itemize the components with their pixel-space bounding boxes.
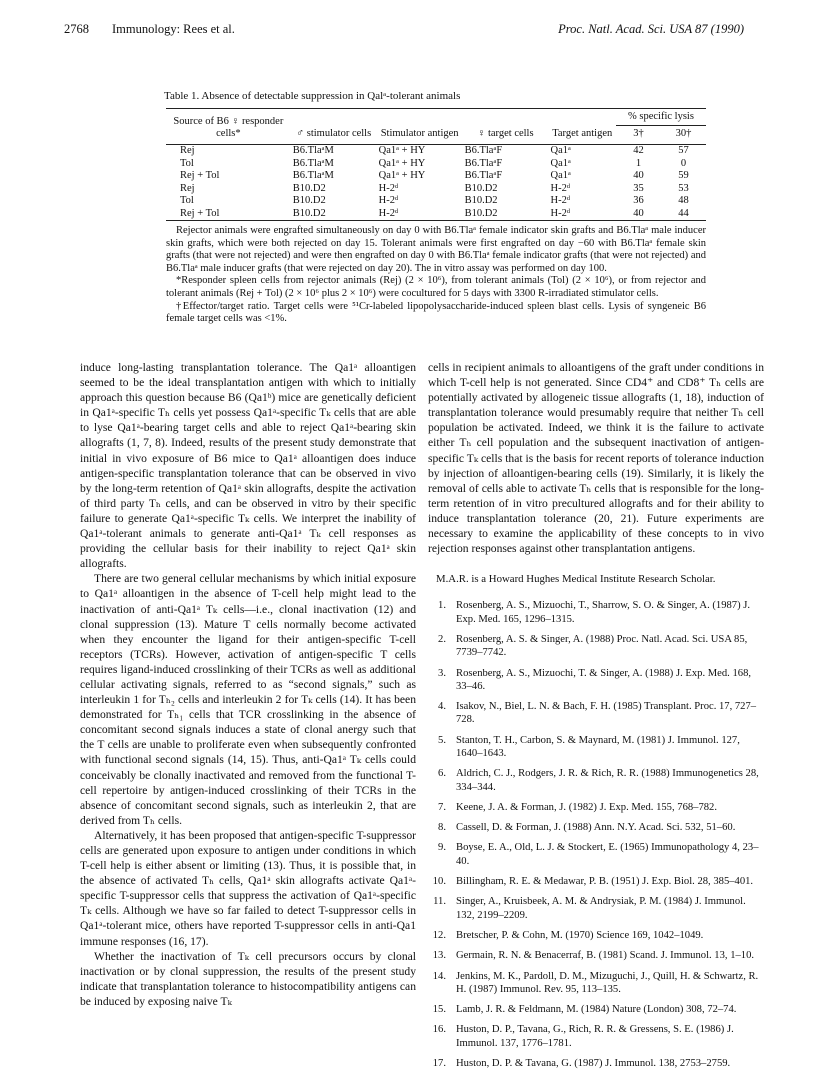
table-row bbox=[166, 183, 706, 196]
table-cell: Qa1ᵃ + HY bbox=[378, 145, 426, 157]
reference-number: 9. bbox=[438, 842, 446, 854]
reference-number: 15. bbox=[432, 1004, 446, 1016]
reference-number: 5. bbox=[438, 734, 446, 746]
right-column bbox=[428, 360, 764, 1077]
table-cell: 44 bbox=[678, 207, 689, 219]
reference-item bbox=[428, 970, 764, 997]
table-cell: B10.D2 bbox=[292, 195, 326, 207]
reference-item bbox=[428, 700, 764, 727]
table-cell: B6.TlaᵃM bbox=[292, 145, 334, 157]
table-cell: 40 bbox=[633, 170, 644, 182]
reference-number: 8. bbox=[438, 822, 446, 834]
table-row bbox=[166, 208, 706, 221]
table-cell: H-2ᵈ bbox=[378, 207, 399, 219]
col-header-source: Source of B6 ♀ responder cells* bbox=[173, 116, 284, 139]
table-cell: B6.TlaᵃM bbox=[292, 157, 334, 169]
reference-list bbox=[428, 599, 764, 1070]
table-cell: B10.D2 bbox=[464, 207, 498, 219]
reference-text: Bretscher, P. & Cohn, M. (1970) Science 169, 1042–1049. bbox=[456, 929, 704, 941]
reference-text: Billingham, R. E. & Medawar, P. B. (1951) J. Exp. Biol. 28, 385–401. bbox=[456, 876, 754, 888]
reference-number: 4. bbox=[438, 701, 446, 713]
reference-item bbox=[428, 767, 764, 794]
col-header-ratio-30: 30† bbox=[675, 128, 692, 139]
table-cell: 53 bbox=[678, 182, 689, 194]
reference-item bbox=[428, 1003, 764, 1016]
table-row bbox=[166, 195, 706, 208]
table-cell: H-2ᵈ bbox=[550, 195, 571, 207]
reference-text: Aldrich, C. J., Rodgers, J. R. & Rich, R. R. (1988) Immunogenetics 28, 334–344. bbox=[456, 768, 759, 793]
journal-citation: Proc. Natl. Acad. Sci. USA 87 (1990) bbox=[558, 22, 744, 36]
col-header-lysis: % specific lysis bbox=[616, 109, 706, 126]
table-row bbox=[166, 158, 706, 171]
table-cell: B6.TlaᵃF bbox=[464, 145, 503, 157]
table-row bbox=[166, 145, 706, 158]
reference-item bbox=[428, 895, 764, 922]
results-table bbox=[166, 108, 706, 221]
reference-item bbox=[428, 734, 764, 761]
reference-number: 16. bbox=[432, 1024, 446, 1036]
reference-number: 11. bbox=[433, 896, 446, 908]
table-cell: Qa1ᵃ bbox=[550, 157, 571, 169]
table-cell: 36 bbox=[633, 195, 644, 207]
reference-number: 7. bbox=[438, 801, 446, 813]
table-footnote-ratio: †Effector/target ratio. Target cells were ⁵¹Cr-labeled lipopolysaccharide-induced spleen blast cells. Lysis of syngeneic B6 female target cells was <1%. bbox=[166, 300, 706, 325]
reference-number: 10. bbox=[432, 876, 446, 888]
acknowledgment: M.A.R. is a Howard Hughes Medical Institute Research Scholar. bbox=[436, 573, 716, 586]
reference-text: Rosenberg, A. S. & Singer, A. (1988) Proc. Natl. Acad. Sci. USA 85, 7739–7742. bbox=[456, 633, 748, 659]
paragraph: There are two general cellular mechanisms by which initial exposure to Qa1ᵃ alloantigen in the absence of T-cell help might lead to the inactivation of anti-Qa1ᵃ Tₖ cells—i.e., clonal inactivation (12) and clonal suppression (13). Mature T cells normally become activated when they encounter the ligand for their antigen-specific T-cell receptors (TCRs). However, activation of antigen-specific T cells requires ligand-induced crosslinking of their TCRs as well as additional cellular activating signals, referred to as “second signals,” such as interleukin 1 for Tₕ₂ cells and interleukin 2 for Tₖ cells (14). It has been demonstrated for Tₕ₁ cells that TCR crosslinking in the absence of concomitant second signals induces a state of clonal anergy such that the T cells are unable to proliferate even when subsequently confronted with functional second signals (14, 15). Thus, anti-Qa1ᵃ Tₖ cells could conceivably be clonally inactivated and removed from the functional T-cell repertoire by antigen-induced crosslinking of their TCRs in the absence of concomitant second signals, such as interleukin 2, that are derived from Tₕ cells. bbox=[80, 572, 416, 827]
reference-number: 3. bbox=[438, 667, 446, 679]
table-cell: 59 bbox=[678, 170, 689, 182]
table-cell: Tol bbox=[180, 157, 194, 169]
table-cell: 0 bbox=[680, 157, 687, 169]
reference-text: Cassell, D. & Forman, J. (1988) Ann. N.Y. Acad. Sci. 532, 51–60. bbox=[456, 822, 736, 834]
reference-text: Lamb, J. R. & Feldmann, M. (1984) Nature (London) 308, 72–74. bbox=[456, 1004, 737, 1016]
reference-text: Rosenberg, A. S., Mizuochi, T., Sharrow, S. O. & Singer, A. (1987) J. Exp. Med. 165, 1296–1315. bbox=[456, 600, 751, 625]
table-caption: Table 1. Absence of detectable suppression in Qalᵃ-tolerant animals bbox=[164, 90, 461, 102]
table-cell: B6.TlaᵃF bbox=[464, 157, 503, 169]
reference-text: Germain, R. N. & Benacerraf, B. (1981) Scand. J. Immunol. 13, 1–10. bbox=[456, 950, 755, 962]
table-cell: B10.D2 bbox=[464, 182, 498, 194]
table-cell: H-2ᵈ bbox=[550, 182, 571, 194]
table-cell: B10.D2 bbox=[292, 182, 326, 194]
table-cell: Rej + Tol bbox=[180, 207, 220, 219]
table-cell: H-2ᵈ bbox=[550, 207, 571, 219]
table-footnote-responder: *Responder spleen cells from rejector animals (Rej) (2 × 10⁶), from tolerant animals (Tol) (2 × 10⁶), or from rejector and tolerant animals (Rej + Tol) (2 × 10⁶ plus 2 × 10⁶) were cocultured for 5 days with 3300 R-irradiated stimulator cells. bbox=[166, 275, 706, 299]
table-note: Rejector animals were engrafted simultaneously on day 0 with B6.Tlaᵃ female indicator skin grafts and B6.Tlaᵃ male inducer skin grafts, which were both rejected on day 15. Tolerant animals were first engrafted on day −60 with B6.Tlaᵃ female skin grafts (that were not rejected) and were then engrafted on day 0 with B6.Tlaᵃ female indicator grafts (that were not rejected) and B6.Tlaᵃ male inducer grafts (that were rejected on day 20). The in vitro assay was performed on day 100. bbox=[166, 225, 706, 274]
table-cell: 1 bbox=[635, 157, 642, 169]
reference-number: 2. bbox=[438, 633, 446, 645]
reference-number: 1. bbox=[438, 600, 446, 612]
table-cell: 40 bbox=[633, 207, 644, 219]
reference-item bbox=[428, 841, 764, 868]
reference-item bbox=[428, 875, 764, 888]
table-cell: Qa1ᵃ bbox=[550, 170, 571, 182]
table-cell: B10.D2 bbox=[464, 195, 498, 207]
reference-item bbox=[428, 821, 764, 834]
left-column bbox=[80, 360, 416, 1009]
reference-text: Huston, D. P., Tavana, G., Rich, R. R. & Gressens, S. E. (1986) J. Immunol. 137, 1776–1781. bbox=[456, 1024, 734, 1049]
running-header bbox=[64, 22, 744, 38]
table-cell: 57 bbox=[678, 145, 689, 157]
reference-text: Stanton, T. H., Carbon, S. & Maynard, M. (1981) J. Immunol. 127, 1640–1643. bbox=[456, 734, 740, 759]
table-cell: H-2ᵈ bbox=[378, 195, 399, 207]
paragraph: Whether the inactivation of Tₖ cell precursors occurs by clonal inactivation or by clonal suppression, the results of the present study indicate that transplantation tolerance to histocompatibility antigens can be induced by exposing naive Tₖ bbox=[80, 949, 416, 1008]
reference-item bbox=[428, 949, 764, 962]
reference-text: Singer, A., Kruisbeek, A. M. & Andrysiak, P. M. (1984) J. Immunol. 132, 2199–2209. bbox=[456, 896, 746, 921]
reference-number: 12. bbox=[432, 929, 446, 941]
table-cell: Rej + Tol bbox=[180, 170, 220, 182]
table-cell: Qa1ᵃ + HY bbox=[378, 170, 426, 182]
table-cell: 48 bbox=[678, 195, 689, 207]
table-cell: Qa1ᵃ + HY bbox=[378, 157, 426, 169]
col-header-target-antigen: Target antigen bbox=[552, 128, 613, 139]
section-title: Immunology: Rees et al. bbox=[112, 22, 235, 36]
table-row bbox=[166, 170, 706, 183]
reference-item bbox=[428, 599, 764, 626]
reference-number: 13. bbox=[432, 950, 446, 962]
table-cell: 35 bbox=[633, 182, 644, 194]
table-footnotes bbox=[166, 225, 706, 326]
reference-number: 14. bbox=[432, 970, 446, 982]
col-header-stimulator-cells: ♂ stimulator cells bbox=[296, 128, 372, 139]
table-cell: Qa1ᵃ bbox=[550, 145, 571, 157]
reference-text: Keene, J. A. & Forman, J. (1982) J. Exp. Med. 155, 768–782. bbox=[456, 801, 717, 813]
reference-item bbox=[428, 1023, 764, 1050]
reference-item bbox=[428, 929, 764, 942]
col-header-stimulator-antigen: Stimulator antigen bbox=[380, 128, 459, 139]
reference-text: Huston, D. P. & Tavana, G. (1987) J. Immunol. 138, 2753–2759. bbox=[456, 1058, 731, 1070]
table-cell: H-2ᵈ bbox=[378, 182, 399, 194]
table-cell: Rej bbox=[180, 145, 195, 157]
table-cell: B6.TlaᵃF bbox=[464, 170, 503, 182]
table-cell: Tol bbox=[180, 195, 194, 207]
reference-number: 17. bbox=[432, 1058, 446, 1070]
reference-text: Rosenberg, A. S., Mizuochi, T. & Singer, A. (1988) J. Exp. Med. 168, 33–46. bbox=[456, 667, 752, 692]
reference-item bbox=[428, 1057, 764, 1070]
reference-number: 6. bbox=[438, 768, 446, 780]
reference-item bbox=[428, 667, 764, 694]
reference-text: Jenkins, M. K., Pardoll, D. M., Mizuguchi, J., Quill, H. & Schwartz, R. H. (1987) Immunol. Rev. 95, 113–135. bbox=[456, 970, 759, 995]
paragraph: induce long-lasting transplantation tolerance. The Qa1ᵃ alloantigen seemed to be the ideal transplantation antigen with which to initially approach this question because B6 (Qa1ᵇ) mice are genetically deficient in Qa1ᵃ-specific Tₕ cells yet possess Qa1ᵃ-specific Tₖ cells that are able to lyse Qa1ᵃ-bearing target cells and able to reject Qa1ᵃ-bearing skin allografts (1, 7, 8). Indeed, results of the present study demonstrate that initial in vivo exposure of B6 mice to Qa1ᵃ alloantigen does induce antigen-specific transplantation tolerance that can be observed in vivo by the long-term retention of Qa1ᵃ skin allografts, despite the activation of third party Tₕ cells, and can be observed in vitro by their specific failure to generate Qa1ᵃ-specific Tₖ cells. We interpret the inability of Qa1ᵃ-tolerant animals to generate anti-Qa1ᵃ Tₖ cell responses as providing the cellular basis for their inability to reject Qa1ᵃ skin allografts. bbox=[80, 361, 416, 571]
table-cell: Rej bbox=[180, 182, 195, 194]
table-cell: B6.TlaᵃM bbox=[292, 170, 334, 182]
paragraph: Alternatively, it has been proposed that antigen-specific T-suppressor cells are generated upon exposure to antigen under conditions in which T-cell help is either absent or limiting (13). Thus, it is possible that, in the absence of activated Tₕ cells, Qa1ᵃ skin allografts activate Qa1ᵃ-specific T-suppressor cells that suppress the activation of Qa1ᵃ-specific Tₖ cells. Although we have so far failed to detect T-suppressor cells in Qa1ᵃ-tolerant mice, others have reported T-suppressor cells in anti-Qa1 immune responses (16, 17). bbox=[80, 828, 416, 948]
paragraph: cells in recipient animals to alloantigens of the graft under conditions in which T-cell help is not generated. Since CD4⁺ and CD8⁺ Tₕ cells are potentially activated by allogeneic tissue allografts (1, 18), induction of transplantation tolerance would presumably require that neither Tₕ cell population be activated. Indeed, we think it is the failure to activate either Tₕ cell population and the subsequent inactivation of antigen-specific Tₖ cells that is the basis for recent reports of tolerance induction by injection of alloantigen-bearing cells (19). Similarly, it is likely the removal of cells able to activate Tₕ cells that is responsible for the long-term retention of in vitro precultured allografts and for their ability to induce transplantation tolerance (20, 21). Future experiments are necessary to examine the applicability of these concepts to in vivo rejection responses against other transplantation antigens. bbox=[428, 361, 764, 556]
col-header-ratio-3: 3† bbox=[633, 128, 644, 139]
page-number: 2768 bbox=[64, 22, 89, 36]
reference-item bbox=[428, 633, 764, 660]
table-1 bbox=[166, 90, 706, 326]
reference-text: Isakov, N., Biel, L. N. & Bach, F. H. (1985) Transplant. Proc. 17, 727–728. bbox=[456, 701, 757, 726]
reference-text: Boyse, E. A., Old, L. J. & Stockert, E. (1965) Immunopathology 4, 23–40. bbox=[456, 842, 759, 867]
col-header-target-cells: ♀ target cells bbox=[477, 128, 534, 139]
table-cell: B10.D2 bbox=[292, 207, 326, 219]
reference-item bbox=[428, 801, 764, 814]
table-cell: 42 bbox=[633, 145, 644, 157]
